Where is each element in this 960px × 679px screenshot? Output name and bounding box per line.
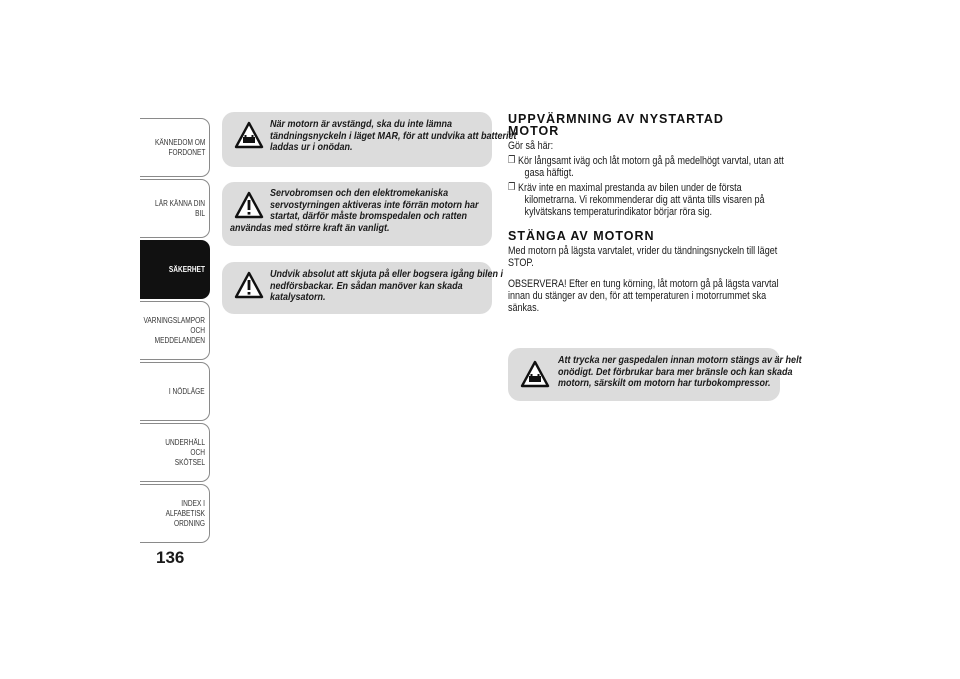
note-line: När motorn är avstängd, ska du inte lämna bbox=[270, 119, 453, 130]
note-line: laddas ur i onödan. bbox=[270, 142, 353, 153]
main-column bbox=[508, 113, 783, 314]
note-line: användas med större kraft än vanligt. bbox=[230, 222, 390, 234]
note-line: Att trycka ner gaspedalen innan motorn stängs av är helt bbox=[558, 355, 802, 366]
list-line: kylvätskans temperaturindikator börjar röra sig. bbox=[524, 206, 713, 218]
tab-varningslampor[interactable] bbox=[140, 301, 210, 360]
heading-line: MOTOR bbox=[508, 124, 560, 138]
list-item bbox=[508, 182, 783, 218]
page-number: 136 bbox=[156, 548, 185, 567]
note-battery bbox=[222, 112, 517, 167]
tab-kannedom-om-fordonet[interactable] bbox=[140, 118, 210, 177]
note-line: servostyrningen aktiveras inte förrän motorn har bbox=[270, 199, 479, 211]
tab-label: VARNINGSLAMPOR OCH MEDDELANDEN bbox=[143, 315, 205, 345]
list-item bbox=[508, 155, 783, 179]
note-line: Servobromsen och den elektromekaniska bbox=[270, 188, 449, 199]
note-servo bbox=[222, 182, 492, 246]
heading-line: UPPVÄRMNING AV NYSTARTAD bbox=[508, 112, 724, 126]
heading-uppvarmning bbox=[508, 113, 783, 137]
tab-label: UNDERHÅLL OCH SKÖTSEL bbox=[165, 437, 205, 467]
car-battery-icon bbox=[520, 360, 550, 388]
tab-label: SÄKERHET bbox=[168, 264, 205, 274]
note-line: motorn, särskilt om motorn har turbokompressor. bbox=[558, 378, 771, 389]
paragraph: Med motorn på lägsta varvtalet, vrider du tändningsnyckeln till läget STOP. bbox=[508, 245, 778, 269]
heading-stanga-av-motorn: STÄNGA AV MOTORN bbox=[508, 229, 655, 243]
list-line: Kör långsamt iväg och låt motorn gå på medelhögt varvtal, utan att bbox=[518, 155, 784, 167]
list-line: kilometrarna. Vi rekommenderar dig att vänta tills visaren på bbox=[524, 194, 765, 206]
warning-triangle-icon bbox=[234, 271, 264, 299]
list-line: gasa häftigt. bbox=[524, 167, 574, 179]
note-line: tändningsnyckeln i läget MAR, för att undvika att batteriet bbox=[270, 130, 517, 142]
warning-triangle-icon bbox=[234, 191, 264, 219]
note-gaspedal bbox=[508, 348, 802, 401]
tab-sakerhet[interactable] bbox=[140, 240, 210, 299]
tab-label: KÄNNEDOM OM FORDONET bbox=[154, 137, 205, 157]
tab-label: INDEX I ALFABETISK ORDNING bbox=[165, 498, 205, 528]
checkbox-bullet-icon: ❐ bbox=[508, 155, 516, 166]
checkbox-bullet-icon: ❐ bbox=[508, 182, 516, 193]
paragraph: OBSERVERA! Efter en tung körning, låt motorn gå på lägsta varvtal innan du stänger av den, för att temperaturen i motorrummet ska sänkas. bbox=[508, 278, 779, 314]
list-line: Kräv inte en maximal prestanda av bilen under de första bbox=[518, 182, 742, 194]
tab-lar-kanna-din-bil[interactable] bbox=[140, 179, 210, 238]
tab-label: I NÖDLÄGE bbox=[169, 386, 205, 396]
tab-label: LÄR KÄNNA DIN BIL bbox=[155, 198, 205, 218]
note-line: katalysatorn. bbox=[270, 292, 326, 303]
tab-i-nodlage[interactable] bbox=[140, 362, 210, 421]
note-line: onödigt. Det förbrukar bara mer bränsle och kan skada bbox=[558, 366, 793, 378]
car-battery-icon bbox=[234, 121, 264, 149]
tab-underhall-och-skotsel[interactable] bbox=[140, 423, 210, 482]
intro-text: Gör så här: bbox=[508, 140, 554, 152]
note-line: Undvik absolut att skjuta på eller bogsera igång bilen i bbox=[270, 269, 504, 280]
tab-index[interactable] bbox=[140, 484, 210, 543]
note-catalyst bbox=[222, 262, 504, 314]
note-line: startat, därför måste bromspedalen och ratten bbox=[270, 211, 468, 222]
note-line: nedförsbackar. En sådan manöver kan skada bbox=[270, 280, 463, 292]
